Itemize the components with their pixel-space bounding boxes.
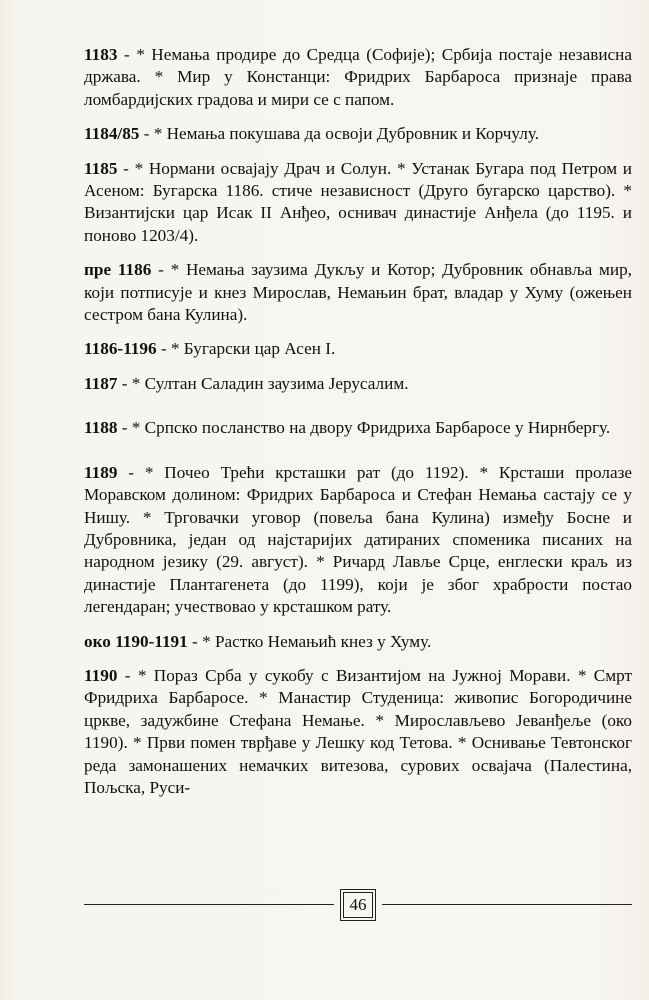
- entry-year: пре 1186: [84, 260, 152, 280]
- entry-1185: [84, 158, 632, 248]
- entry-1189: [84, 462, 632, 619]
- entry-text: * Почео Трећи крсташки рат (до 1192). * Крсташи пролазе Моравском долином: Фридрих Барбароса и Стефан Немања састају се у Нишу. * Трговачки уговор (повеља бана Кулина) између Босне и Дубровника, један од најстаријих датираних споменика писаних на народном језику (29. август). * Ричард Лављe Срце, енглески краљ из династије Плантагенета (до 1199), који је због храбрости постао легендаран; учествовао у крсташком рату.: [84, 462, 632, 617]
- entry-text: * Султан Саладин заузима Јерусалим.: [131, 373, 409, 393]
- entry-separator: -: [117, 418, 132, 438]
- entry-1190: [84, 665, 632, 799]
- entry-1187: [84, 373, 632, 395]
- entry-year: 1188: [84, 418, 118, 438]
- entry-year: 1184/85: [84, 124, 140, 144]
- entry-text: * Немања покушава да освоји Дубровник и Корчулу.: [153, 124, 540, 144]
- entry-text: * Нормани освајају Драч и Солун. * Устанак Бугара под Петром и Асеном: Бугарска 1186. стиче независност (Друго бугарско царство). * Византијски цар Исак II Анђео, оснивач династије Анђела (до 1195. и поново 1203/4).: [84, 158, 632, 245]
- entry-year: 1187: [84, 373, 118, 393]
- entry-separator: -: [151, 260, 171, 280]
- page-footer: [84, 892, 632, 918]
- entry-year: 1186-1196: [84, 339, 157, 359]
- entry-separator: -: [117, 462, 145, 482]
- entry-1186-1196: [84, 338, 632, 360]
- entry-year: 1185: [84, 158, 118, 178]
- entry-1188: [84, 417, 632, 439]
- entry-year: 1190: [84, 665, 118, 685]
- footer-rule-left: [84, 904, 334, 905]
- entry-text: * Бугарски цар Асен I.: [170, 339, 336, 359]
- entry-year: 1189: [84, 462, 118, 482]
- entry-separator: -: [139, 124, 154, 144]
- entry-oko-1190-1191: [84, 631, 632, 653]
- entry-separator: -: [117, 665, 138, 685]
- entry-pre-1186: [84, 259, 632, 326]
- entry-separator: -: [117, 45, 137, 64]
- entry-text: * Растко Немањић кнез у Хуму.: [202, 631, 432, 651]
- entry-separator: -: [187, 631, 203, 651]
- entry-year: око 1190-1191: [84, 631, 188, 651]
- entry-1183: [84, 44, 632, 111]
- entry-text: * Српско посланство на двору Фридриха Барбаросе у Нирнбергу.: [131, 418, 611, 438]
- page-number: 46: [343, 892, 373, 918]
- entry-separator: -: [117, 158, 135, 178]
- entry-1184-85: [84, 123, 632, 145]
- entry-separator: -: [117, 373, 132, 393]
- entry-text: * Немања продире до Средца (Софије); Србија постаје независна држава. * Мир у Констанци: Фридрих Барбароса признаје права ломбардијских градова и мири се с папом.: [84, 45, 632, 109]
- entry-separator: -: [156, 339, 171, 359]
- entry-text: * Немања заузима Дукљу и Котор; Дубровник обнавља мир, који потписује и кнез Мирослав, Немањин брат, владар у Хуму (ожењен сестром бана Кулина).: [84, 260, 632, 325]
- entry-text: * Пораз Срба у сукобу с Византијом на Јужној Морави. * Смрт Фридриха Барбаросе. * Манастир Студеница: живопис Богородичине цркве, задужбине Стефана Немање. * Мирослављево Јеванђеље (око 1190). * Први помен тврђаве у Лешку код Тетова. * Оснивање Тевтонског реда замонашених немачких витезова, сурових освајача (Палестина, Пољска, Руси-: [84, 665, 632, 797]
- entry-year: 1183: [84, 45, 118, 64]
- chronology-list: [84, 44, 632, 811]
- footer-rule-right: [382, 904, 632, 905]
